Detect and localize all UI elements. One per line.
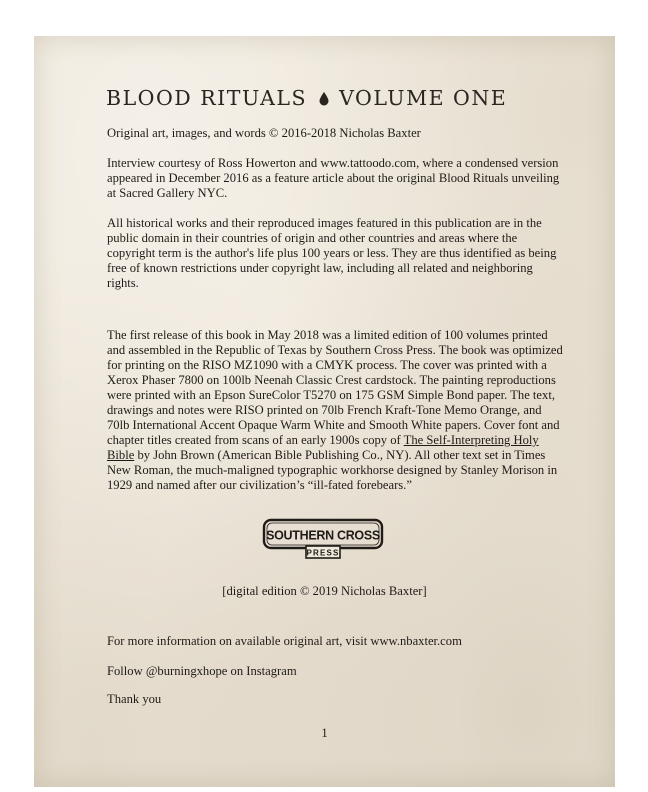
release-text-part1: The first release of this book in May 2018 was a limited edition of 100 volumes printed and assembled in the Republic of Texas by Southern Cross Press. The book was optimized for printing on the RISO MZ1090 with a CMYK process. The cover was printed with a Xerox Phaser 7800 on 100lb Neenah Classic Crest cardstock. The painting reproductions were printed with an Epson SureColor T5270 on 175 GSM Simple Bond paper. The text, drawings and notes were RISO printed on 70lb French Kraft-Tone Memo Orange, and 70lb International Accent Opaque Warm White and Smooth White papers. Cover font and chapter titles created from scans of an early 1900s copy of bbox=[107, 328, 563, 447]
copyright-line: Original art, images, and words © 2016-2018 Nicholas Baxter bbox=[107, 126, 421, 140]
southern-cross-press-logo bbox=[262, 518, 384, 560]
logo-line1: SOUTHERN CROSS bbox=[266, 528, 380, 543]
instagram-follow-line: Follow @burningxhope on Instagram bbox=[107, 664, 297, 678]
first-release-paragraph bbox=[107, 328, 567, 493]
release-text-part2: by John Brown (American Bible Publishing Co., NY). All other text set in Times New Roman, the much-maligned typographic workhorse designed by Stanley Morison in 1929 and named after our civilization’s “ill-fated forebears.” bbox=[107, 448, 558, 492]
thank-you-line: Thank you bbox=[107, 692, 162, 706]
logo-line2: PRESS bbox=[306, 548, 340, 558]
page-title bbox=[106, 86, 546, 110]
interview-credit-paragraph: Interview courtesy of Ross Howerton and www.tattoodo.com, where a condensed version appeared in December 2016 as a feature article about the original Blood Rituals unveiling at Sacred Gallery NYC. bbox=[107, 156, 560, 200]
public-domain-paragraph: All historical works and their reproduced images featured in this publication are in the public domain in their countries of origin and other countries and areas where the copyright term is the author's life plus 100 years or less. They are thus identified as being free of known restrictions under copyright law, including all related and neighboring rights. bbox=[107, 216, 557, 290]
more-info-line: For more information on available original art, visit www.nbaxter.com bbox=[107, 634, 462, 648]
title-right: VOLUME ONE bbox=[339, 86, 508, 110]
document-page bbox=[34, 36, 615, 787]
digital-edition-note: [digital edition © 2019 Nicholas Baxter] bbox=[222, 584, 427, 598]
blood-drop-icon bbox=[319, 92, 329, 106]
page-number: 1 bbox=[321, 726, 328, 740]
book-title-reference: The Self-Interpreting Holy Bible bbox=[107, 433, 539, 462]
title-left: BLOOD RITUALS bbox=[106, 86, 308, 110]
